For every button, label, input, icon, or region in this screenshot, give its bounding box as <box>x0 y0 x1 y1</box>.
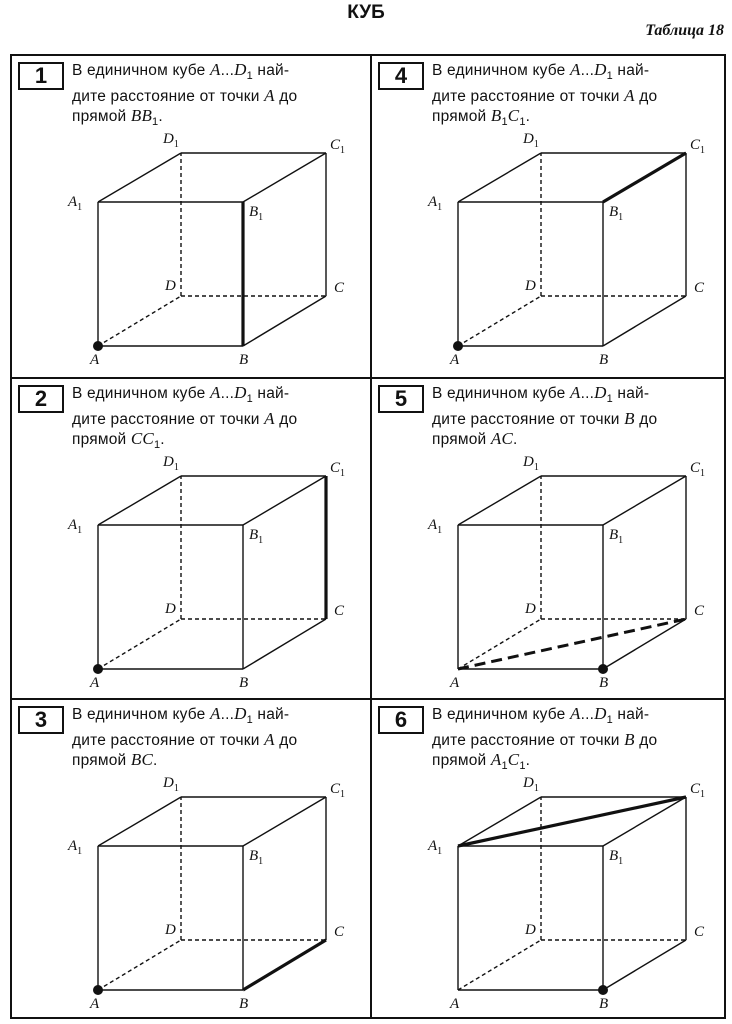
point-a <box>93 985 103 995</box>
vertex-label-a: A <box>450 675 460 691</box>
task-text-line: прямой $CC_1$. <box>72 429 165 452</box>
task-text-line: прямой BC. <box>72 750 158 770</box>
cube-edge-ad <box>458 619 541 669</box>
task-text-line: прямой $BB_1$. <box>72 106 163 129</box>
task-text-line: дите расстояние от точки A до <box>432 86 658 106</box>
vertex-label-b1: $B_1$ <box>249 204 264 223</box>
vertex-label-c1: $C_1$ <box>690 781 706 800</box>
vertex-label-d: D <box>525 278 536 294</box>
vertex-label-b: B <box>239 352 249 368</box>
math-symbol: B <box>490 106 502 126</box>
math-subscript: 1 <box>246 393 253 406</box>
task-number: 5 <box>378 385 424 413</box>
vertex-label-d: D <box>165 278 176 294</box>
vertex-label-d1: $D_1$ <box>523 131 539 150</box>
cube-edge-d1a1 <box>458 153 541 202</box>
cube-edge-d1a1 <box>98 476 181 525</box>
vertex-label-a1: $A_1$ <box>428 838 443 857</box>
math-symbol: C <box>507 106 520 126</box>
task-cell-1 <box>12 56 370 377</box>
vertex-label-c: C <box>334 603 345 619</box>
task-text-line: прямой AC. <box>432 429 518 449</box>
cube-edge-bc <box>243 940 326 990</box>
cube-diagram <box>372 56 728 377</box>
cube-diagram <box>12 700 368 1021</box>
vertex-label-b: B <box>599 996 609 1012</box>
vertex-label-d1: $D_1$ <box>523 454 539 473</box>
cube-edge-ad <box>98 296 181 346</box>
vertex-label-a1: $A_1$ <box>68 838 83 857</box>
cube-edge-d1a1 <box>458 476 541 525</box>
vertex-label-d1: $D_1$ <box>163 775 179 794</box>
vertex-label-a: A <box>450 352 460 368</box>
vertex-label-d1: $D_1$ <box>163 454 179 473</box>
cube-edge-b1c1 <box>603 476 686 525</box>
task-text-line: дите расстояние от точки A до <box>72 409 298 429</box>
vertex-label-c: C <box>334 280 345 296</box>
math-subscript: 1 <box>501 760 508 773</box>
point-b <box>598 664 608 674</box>
task-cell-6 <box>370 698 726 1019</box>
cube-edge-ad <box>458 296 541 346</box>
vertex-label-d: D <box>165 601 176 617</box>
cube-edge-bc <box>603 619 686 669</box>
math-symbol: A <box>209 704 221 723</box>
task-text-line: В единичном кубе $A...D_1$ най- <box>432 704 650 727</box>
vertex-label-b: B <box>239 996 249 1012</box>
vertex-label-a1: $A_1$ <box>428 194 443 213</box>
math-symbol: A <box>264 409 275 429</box>
math-symbol: BB <box>130 106 153 126</box>
vertex-label-b: B <box>239 675 249 691</box>
cube-diagram <box>372 379 728 700</box>
vertex-label-a: A <box>90 996 100 1012</box>
cube-edge-bc <box>243 296 326 346</box>
math-symbol: BC <box>130 750 153 770</box>
math-subscript: 1 <box>152 116 159 129</box>
point-b <box>598 985 608 995</box>
vertex-label-c: C <box>694 924 705 940</box>
vertex-label-c: C <box>694 603 705 619</box>
math-symbol: CC <box>130 429 154 449</box>
math-subscript: 1 <box>519 760 526 773</box>
cube-edge-b1c1 <box>243 153 326 202</box>
vertex-label-a: A <box>450 996 460 1012</box>
math-subscript: 1 <box>606 393 613 406</box>
vertex-label-b: B <box>599 675 609 691</box>
math-symbol: B <box>624 730 635 750</box>
task-number: 1 <box>18 62 64 90</box>
math-subscript: 1 <box>606 70 613 83</box>
cube-edge-ad <box>98 619 181 669</box>
task-text-line: дите расстояние от точки A до <box>72 86 298 106</box>
vertex-label-c1: $C_1$ <box>690 460 706 479</box>
task-cell-3 <box>12 698 370 1019</box>
task-cell-4 <box>370 56 726 377</box>
math-symbol: AC <box>490 429 513 449</box>
cube-edge-bc <box>603 296 686 346</box>
cube-diagram <box>372 700 728 1021</box>
dashed-segment-ac <box>458 619 686 669</box>
math-symbol: B <box>624 409 635 429</box>
vertex-label-c1: $C_1$ <box>330 781 346 800</box>
vertex-label-c1: $C_1$ <box>690 137 706 156</box>
cube-edge-b1c1 <box>243 476 326 525</box>
vertex-label-d: D <box>525 601 536 617</box>
cube-edge-ad <box>98 940 181 990</box>
task-number: 6 <box>378 706 424 734</box>
cube-diagram <box>12 379 368 700</box>
math-subscript: 1 <box>519 116 526 129</box>
vertex-label-d1: $D_1$ <box>523 775 539 794</box>
task-number: 4 <box>378 62 424 90</box>
task-text-line: В единичном кубе $A...D_1$ най- <box>432 60 650 83</box>
vertex-label-c: C <box>694 280 705 296</box>
cube-edge-b1c1 <box>603 153 686 202</box>
vertex-label-d1: $D_1$ <box>163 131 179 150</box>
point-a <box>93 664 103 674</box>
page-title: КУБ <box>347 2 385 23</box>
math-symbol: C <box>507 750 520 770</box>
vertex-label-b1: $B_1$ <box>609 848 624 867</box>
math-symbol: D <box>234 704 247 723</box>
vertex-label-a: A <box>90 352 100 368</box>
vertex-label-a1: $A_1$ <box>68 517 83 536</box>
vertex-label-c: C <box>334 924 345 940</box>
task-number: 3 <box>18 706 64 734</box>
math-symbol: D <box>594 383 607 402</box>
highlight-segment-a1c1 <box>458 797 686 846</box>
vertex-label-a1: $A_1$ <box>68 194 83 213</box>
cube-edge-b1c1 <box>243 797 326 846</box>
vertex-label-b1: $B_1$ <box>249 848 264 867</box>
cube-diagram <box>12 56 368 377</box>
math-symbol: A <box>209 60 221 79</box>
math-symbol: A <box>569 60 581 79</box>
vertex-label-a: A <box>90 675 100 691</box>
math-subscript: 1 <box>246 714 253 727</box>
math-subscript: 1 <box>606 714 613 727</box>
task-number: 2 <box>18 385 64 413</box>
vertex-label-b1: $B_1$ <box>609 204 624 223</box>
math-symbol: A <box>569 704 581 723</box>
cube-edge-d1a1 <box>98 797 181 846</box>
math-symbol: D <box>234 60 247 79</box>
math-symbol: A <box>264 730 275 750</box>
math-symbol: A <box>569 383 581 402</box>
vertex-label-d: D <box>165 922 176 938</box>
vertex-label-b1: $B_1$ <box>249 527 264 546</box>
vertex-label-c1: $C_1$ <box>330 460 346 479</box>
point-a <box>453 341 463 351</box>
task-text-line: В единичном кубе $A...D_1$ най- <box>72 704 290 727</box>
vertex-label-d: D <box>525 922 536 938</box>
point-a <box>93 341 103 351</box>
math-symbol: D <box>594 60 607 79</box>
vertex-label-b: B <box>599 352 609 368</box>
math-subscript: 1 <box>153 439 161 452</box>
math-symbol: A <box>209 383 221 402</box>
task-text-line: прямой $B_1C_1$. <box>432 106 531 129</box>
math-symbol: D <box>594 704 607 723</box>
vertex-label-c1: $C_1$ <box>330 137 346 156</box>
table-label: Таблица 18 <box>645 22 724 39</box>
cube-edge-bc <box>243 619 326 669</box>
task-text-line: дите расстояние от точки B до <box>432 409 658 429</box>
task-text-line: В единичном кубе $A...D_1$ най- <box>432 383 650 406</box>
task-text-line: дите расстояние от точки A до <box>72 730 298 750</box>
task-text-line: прямой $A_1C_1$. <box>432 750 531 773</box>
task-cell-5 <box>370 377 726 698</box>
vertex-label-a1: $A_1$ <box>428 517 443 536</box>
task-cell-2 <box>12 377 370 698</box>
math-subscript: 1 <box>501 116 508 129</box>
cube-edge-d1a1 <box>98 153 181 202</box>
vertex-label-b1: $B_1$ <box>609 527 624 546</box>
task-text-line: В единичном кубе $A...D_1$ най- <box>72 383 290 406</box>
math-subscript: 1 <box>246 70 253 83</box>
cube-edge-bc <box>603 940 686 990</box>
task-text-line: В единичном кубе $A...D_1$ най- <box>72 60 290 83</box>
cube-edge-ad <box>458 940 541 990</box>
task-text-line: дите расстояние от точки B до <box>432 730 658 750</box>
math-symbol: A <box>264 86 275 106</box>
math-symbol: D <box>234 383 247 402</box>
task-grid <box>10 54 726 1019</box>
math-symbol: A <box>624 86 635 106</box>
math-symbol: A <box>490 750 502 770</box>
